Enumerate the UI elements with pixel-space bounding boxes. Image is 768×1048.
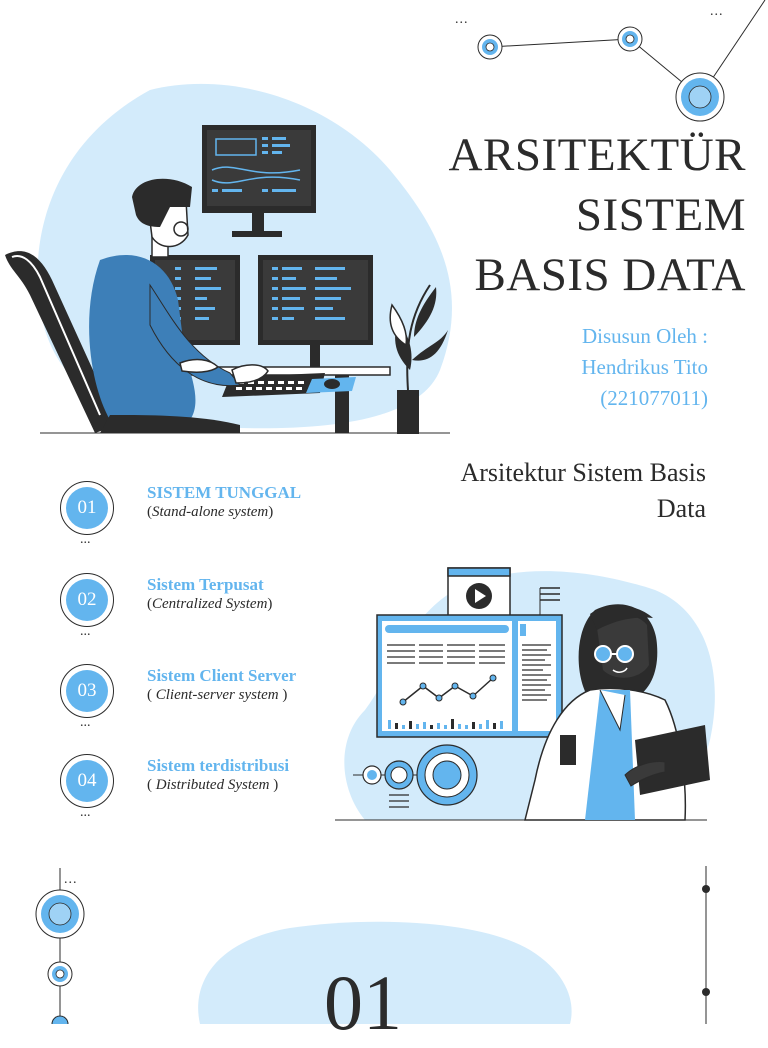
agenda-number: 03 xyxy=(66,670,108,712)
agenda-item-02 xyxy=(60,573,360,653)
agenda-heading-line2: Data xyxy=(656,494,706,523)
agenda-title: Sistem Terpusat xyxy=(147,575,264,594)
timeline-decoration-right xyxy=(696,866,716,1024)
presentation-title: ARSITEKTÜR SISTEM BASIS DATA xyxy=(448,129,746,301)
agenda-item-04 xyxy=(60,754,360,834)
ellipsis: ... xyxy=(80,805,91,820)
ellipsis-bottom-left: ... xyxy=(64,872,78,887)
agenda-heading xyxy=(386,455,706,527)
agenda-number-badge xyxy=(60,573,114,627)
agenda-subtitle: (Centralized System) xyxy=(147,596,273,612)
agenda-title: Sistem Client Server xyxy=(147,666,297,685)
agenda-number: 02 xyxy=(66,579,108,621)
ellipsis: ... xyxy=(80,715,91,730)
section-number: 01 xyxy=(324,959,402,1046)
ellipsis: ... xyxy=(80,624,91,639)
agenda-number-badge xyxy=(60,481,114,535)
ellipsis-top-left: ... xyxy=(455,12,469,27)
agenda-title: SISTEM TUNGGAL xyxy=(147,483,302,502)
agenda-item-03 xyxy=(60,664,360,744)
agenda-subtitle: ( Client-server system ) xyxy=(147,687,288,703)
author-info: Disusun Oleh : Hendrikus Tito (221077011) xyxy=(581,324,708,410)
agenda-number-badge xyxy=(60,754,114,808)
ellipsis-top-right: ... xyxy=(710,4,724,19)
agenda-subtitle: (Stand-alone system) xyxy=(147,504,274,520)
agenda-subtitle: ( Distributed System ) xyxy=(147,777,279,793)
agenda-number-badge xyxy=(60,664,114,718)
agenda-item-01 xyxy=(60,481,360,561)
agenda-title: Sistem terdistribusi xyxy=(147,756,290,775)
ellipsis: ... xyxy=(80,532,91,547)
agenda-number: 01 xyxy=(66,487,108,529)
data-analyst-illustration xyxy=(335,550,735,830)
timeline-decoration-left xyxy=(30,868,100,1024)
agenda-number: 04 xyxy=(66,760,108,802)
agenda-heading-line1: Arsitektur Sistem Basis xyxy=(460,458,706,487)
